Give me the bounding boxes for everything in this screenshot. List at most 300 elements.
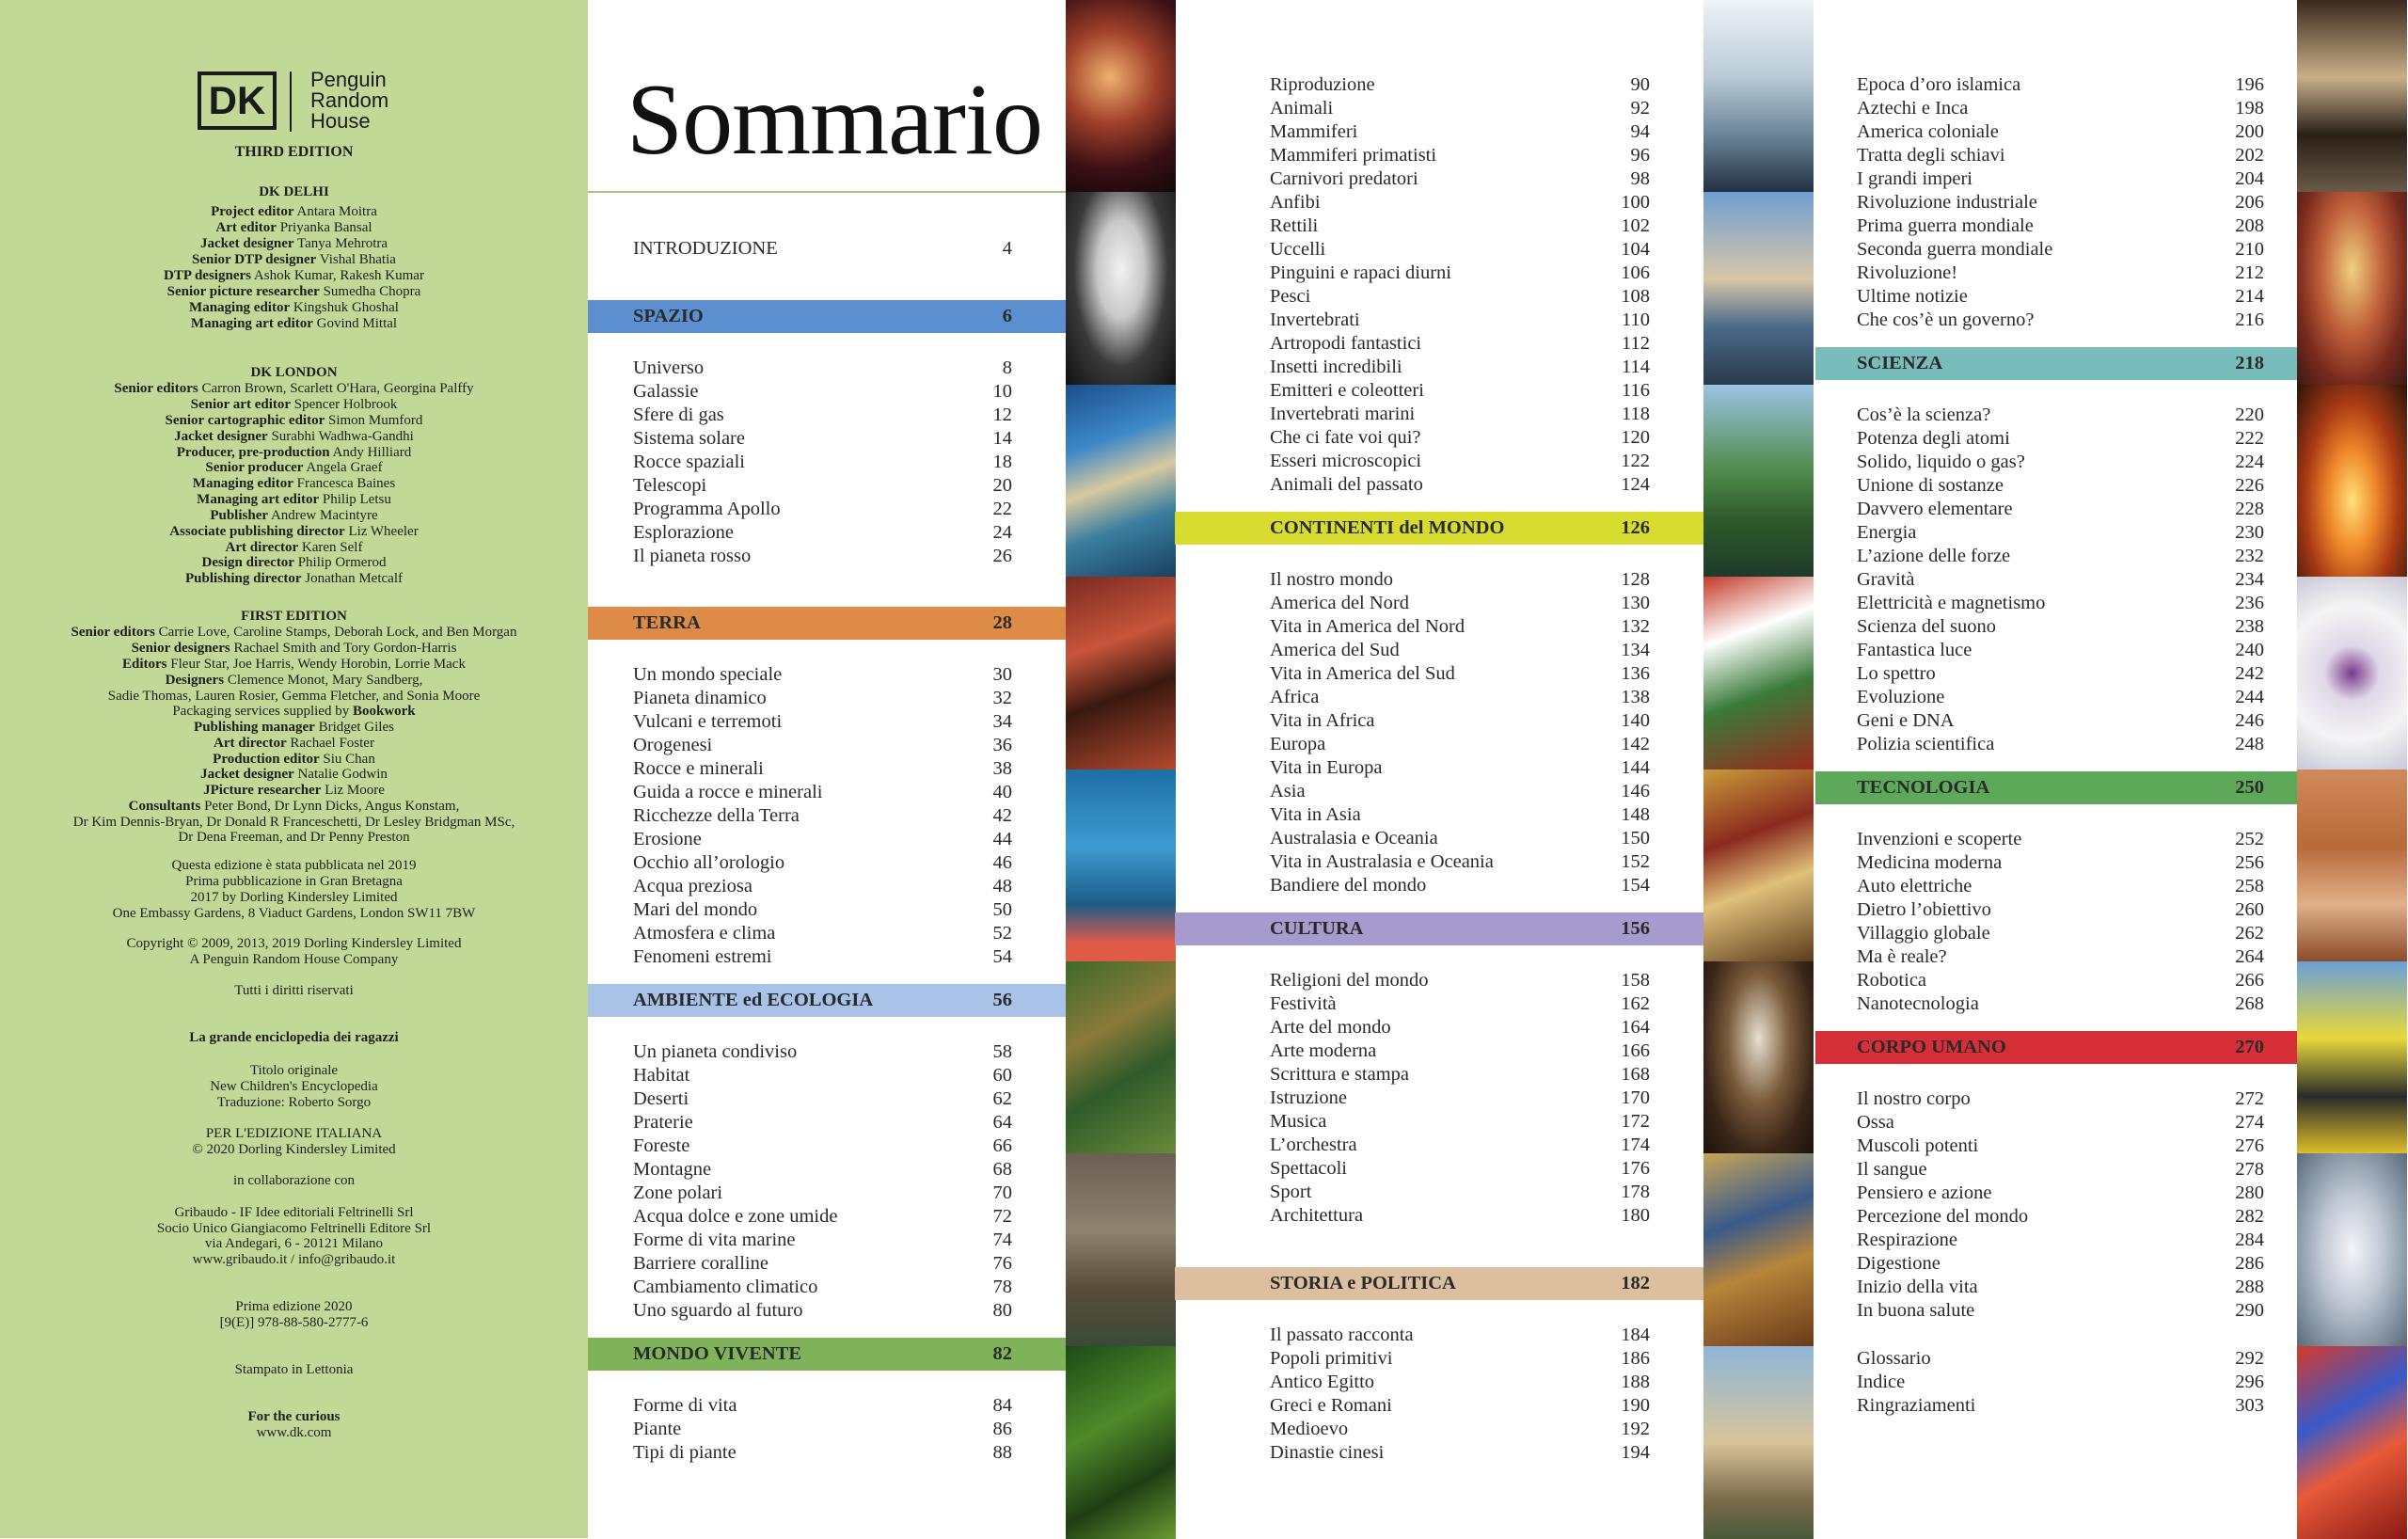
- toc-entry: [1857, 1229, 2264, 1252]
- credit-line: Socio Unico Giangiacomo Feltrinelli Editore Srl: [156, 1221, 432, 1236]
- toc-entry: [1270, 1371, 1650, 1394]
- entry-title: Invertebrati marini: [1270, 404, 1416, 424]
- penguin-random-house-logo: [310, 70, 423, 132]
- toc-entry: [1270, 874, 1650, 897]
- entry-page: 72: [992, 1206, 1012, 1227]
- toc-entry: [1857, 309, 2264, 332]
- toc-entry: [1270, 780, 1650, 803]
- toc-entry: [1270, 568, 1650, 592]
- credit-line: www.dk.com: [256, 1425, 332, 1440]
- toc-entry: [1857, 992, 2264, 1016]
- credit-line: Senior art editor Spencer Holbrook: [190, 397, 398, 412]
- entry-page: 70: [992, 1182, 1012, 1203]
- entry-title: Vita in Asia: [1270, 804, 1361, 825]
- entry-title: Fantastica luce: [1857, 640, 1972, 660]
- entry-page: 22: [992, 499, 1012, 519]
- credit-line: via Andegari, 6 - 20121 Milano: [204, 1236, 384, 1251]
- section-title: MONDO VIVENTE: [633, 1343, 802, 1364]
- toc-entry: [1270, 262, 1650, 285]
- entry-title: Potenza degli atomi: [1857, 428, 2010, 449]
- entry-title: Nanotecnologia: [1857, 993, 1979, 1014]
- entry-page: 94: [1630, 121, 1650, 142]
- section-title: CONTINENTI del MONDO: [1270, 517, 1505, 538]
- toc-entry: [1270, 426, 1650, 450]
- entry-page: 262: [2235, 923, 2264, 944]
- entry-page: 204: [2235, 168, 2264, 189]
- chateau-photo: [1703, 192, 1814, 385]
- entry-title: Animali del passato: [1270, 474, 1423, 495]
- entry-page: 212: [2235, 262, 2264, 283]
- credit-line: FIRST EDITION: [241, 609, 347, 624]
- entry-title: Rivoluzione industriale: [1857, 192, 2037, 213]
- entry-title: Rocce spaziali: [633, 452, 745, 472]
- entry-page: 172: [1621, 1111, 1650, 1132]
- toc-entry: [1857, 615, 2264, 639]
- entry-page: 116: [1622, 380, 1650, 401]
- entry-title: Riproduzione: [1270, 74, 1375, 95]
- toc-entry: [1857, 709, 2264, 733]
- credit-line: 2017 by Dorling Kindersley Limited: [190, 890, 398, 905]
- entry-page: 194: [1621, 1442, 1650, 1463]
- entry-title: Greci e Romani: [1270, 1395, 1392, 1416]
- entry-title: Seconda guerra mondiale: [1857, 239, 2053, 260]
- toc-entry: [1270, 1394, 1650, 1418]
- section-header: [1815, 771, 2297, 804]
- toc-entry: [633, 427, 1012, 451]
- entry-title: Popoli primitivi: [1270, 1348, 1393, 1369]
- toc-entry: [1857, 592, 2264, 615]
- entry-title: Deserti: [633, 1088, 689, 1109]
- toc-entry: [633, 521, 1012, 545]
- entry-page: 106: [1621, 262, 1650, 283]
- toc-entry: [1270, 450, 1650, 473]
- toc-entry: [633, 851, 1012, 875]
- entry-page: 158: [1621, 970, 1650, 991]
- toc-entry: [1270, 1110, 1650, 1134]
- entry-title: Tratta degli schiavi: [1857, 145, 2005, 166]
- entry-page: 62: [992, 1088, 1012, 1109]
- page-title: Sommario: [626, 64, 1042, 176]
- photo-strip: [1066, 0, 1176, 1538]
- toc-entry: [1270, 662, 1650, 686]
- section-title: CORPO UMANO: [1857, 1037, 2006, 1057]
- section-title: SPAZIO: [633, 306, 704, 326]
- entry-title: Forme di vita: [633, 1395, 737, 1416]
- entry-title: Elettricità e magnetismo: [1857, 593, 2046, 613]
- toc-entry: [1270, 686, 1650, 709]
- entry-page: 136: [1621, 663, 1650, 684]
- entry-page: 272: [2235, 1088, 2264, 1109]
- entry-page: 240: [2235, 640, 2264, 660]
- toc-entry: [1270, 120, 1650, 144]
- toc-entry: [1270, 1157, 1650, 1181]
- entry-page: 216: [2235, 309, 2264, 330]
- credit-line: DK LONDON: [250, 365, 338, 380]
- toc-entry: [633, 380, 1012, 404]
- toc-entry: [1270, 1181, 1650, 1204]
- credit-line: [9(E)] 978-88-580-2777-6: [219, 1315, 369, 1330]
- toc-entry: [633, 710, 1012, 734]
- entry-title: Il sangue: [1857, 1159, 1927, 1180]
- entry-title: Anfibi: [1270, 192, 1321, 213]
- toc-entry: [1857, 945, 2264, 969]
- napoleon-photo: [2297, 0, 2407, 193]
- logo-word: Penguin: [310, 68, 387, 91]
- credit-line: Designers Clemence Monot, Mary Sandberg,: [165, 673, 423, 688]
- entry-title: Foreste: [633, 1135, 690, 1156]
- entry-page: 8: [1002, 357, 1012, 378]
- toc-entry: [1270, 214, 1650, 238]
- credit-line: Sadie Thomas, Lauren Rosier, Gemma Fletcher, and Sonia Moore: [107, 689, 481, 704]
- section-page: 270: [2235, 1037, 2264, 1057]
- entry-page: 60: [992, 1065, 1012, 1086]
- entry-page: 268: [2235, 993, 2264, 1014]
- credit-line: Managing art editor Govind Mittal: [190, 316, 398, 331]
- entry-page: 64: [992, 1112, 1012, 1133]
- toc-entry: [1857, 875, 2264, 898]
- entry-page: 14: [992, 428, 1012, 449]
- toc-entry: [633, 1158, 1012, 1182]
- entry-title: Invertebrati: [1270, 309, 1360, 330]
- section-title: TECNOLOGIA: [1857, 777, 1990, 798]
- toc-entry: [1857, 639, 2264, 662]
- entry-title: Gravità: [1857, 569, 1915, 590]
- entry-page: 198: [2235, 98, 2264, 119]
- entry-page: 168: [1621, 1064, 1650, 1085]
- credit-line: For the curious: [247, 1409, 341, 1424]
- toc-entry: [1857, 144, 2264, 167]
- credit-line: in collaborazione con: [232, 1173, 356, 1188]
- entry-page: 4: [1002, 238, 1012, 259]
- entry-title: Scrittura e stampa: [1270, 1064, 1410, 1085]
- entry-title: Polizia scientifica: [1857, 734, 1995, 754]
- entry-title: Rettili: [1270, 215, 1319, 236]
- entry-page: 188: [1621, 1372, 1650, 1392]
- entry-title: Forme di vita marine: [633, 1230, 796, 1250]
- entry-page: 208: [2235, 215, 2264, 236]
- entry-page: 150: [1621, 828, 1650, 849]
- credit-line: DK DELHI: [259, 184, 329, 199]
- toc-entry: [1857, 262, 2264, 285]
- entry-title: Un pianeta condiviso: [633, 1041, 798, 1062]
- entry-page: 80: [992, 1300, 1012, 1321]
- entry-page: 274: [2235, 1112, 2264, 1133]
- toc-entry: [633, 1441, 1012, 1465]
- toc-entry: [1270, 756, 1650, 780]
- credit-line: Packaging services supplied by Bookwork: [172, 704, 416, 719]
- fern-photo: [1066, 1346, 1176, 1539]
- entry-title: Il nostro mondo: [1270, 569, 1393, 590]
- toc-entry: [1857, 969, 2264, 992]
- entry-page: 186: [1621, 1348, 1650, 1369]
- entry-page: 10: [992, 381, 1012, 402]
- red-rock-photo: [1066, 577, 1176, 770]
- coastline-photo: [1066, 385, 1176, 578]
- toc-entry: [1270, 1441, 1650, 1465]
- entry-title: Occhio all’orologio: [633, 852, 785, 873]
- toc-entry: [1270, 1134, 1650, 1157]
- entry-title: Australasia e Oceania: [1270, 828, 1438, 849]
- entry-page: 258: [2235, 876, 2264, 896]
- toc-entry: [633, 404, 1012, 427]
- entry-title: Habitat: [633, 1065, 690, 1086]
- credit-line: Stampato in Lettonia: [234, 1362, 354, 1377]
- entry-page: 238: [2235, 616, 2264, 637]
- credit-line: Senior DTP designer Vishal Bhatia: [192, 252, 396, 267]
- entry-title: Telescopi: [633, 475, 707, 496]
- blood-vessels-photo: [2297, 1346, 2407, 1539]
- title-rule: [588, 191, 1066, 193]
- entry-title: Antico Egitto: [1270, 1372, 1375, 1392]
- toc-entry: [1857, 1182, 2264, 1205]
- credit-line: Editors Fleur Star, Joe Harris, Wendy Horobin, Lorrie Mack: [122, 657, 466, 672]
- toc-entry: [1270, 285, 1650, 309]
- entry-title: Vita in America del Sud: [1270, 663, 1455, 684]
- entry-page: 296: [2235, 1372, 2264, 1392]
- entry-title: Che cos’è un governo?: [1857, 309, 2035, 330]
- entry-page: 154: [1621, 875, 1650, 896]
- entry-title: Unione di sostanze: [1857, 475, 2004, 496]
- entry-page: 102: [1621, 215, 1650, 236]
- entry-page: 180: [1621, 1205, 1650, 1226]
- entry-title: Guida a rocce e minerali: [633, 782, 823, 802]
- section-page: 218: [2235, 353, 2264, 373]
- entry-page: 110: [1622, 309, 1650, 330]
- toc-entry: [1270, 1087, 1650, 1110]
- entry-page: 210: [2235, 239, 2264, 260]
- toc-entry: [1270, 191, 1650, 214]
- section-header: [1175, 512, 1703, 545]
- entry-page: 100: [1621, 192, 1650, 213]
- toc-entry: [633, 1252, 1012, 1276]
- entry-title: Carnivori predatori: [1270, 168, 1418, 189]
- credit-line: Dr Kim Dennis-Bryan, Dr Donald R Franceschetti, Dr Lesley Bridgman MSc,: [72, 815, 515, 830]
- entry-page: 228: [2235, 499, 2264, 519]
- credit-line: Art director Karen Self: [225, 540, 363, 555]
- section-page: 6: [1002, 306, 1012, 326]
- section-header: [588, 300, 1066, 333]
- entry-page: 290: [2235, 1300, 2264, 1321]
- entry-title: Il pianeta rosso: [633, 546, 752, 566]
- entry-title: Prima guerra mondiale: [1857, 215, 2034, 236]
- credit-line: Senior designers Rachael Smith and Tory Gordon-Harris: [131, 641, 457, 656]
- toc-entry: [1270, 733, 1650, 756]
- toc-entry: [1857, 285, 2264, 309]
- toc-entry: [633, 498, 1012, 521]
- entry-page: 138: [1621, 687, 1650, 707]
- entry-page: 220: [2235, 405, 2264, 425]
- entry-page: 202: [2235, 145, 2264, 166]
- toc-entry: [1857, 167, 2264, 191]
- entry-title: Universo: [633, 357, 705, 378]
- entry-title: Ringraziamenti: [1857, 1395, 1976, 1416]
- atom-photo: [2297, 577, 2407, 770]
- toc-entry: [633, 922, 1012, 945]
- toc-entry: [633, 663, 1012, 687]
- painted-face-photo: [1703, 961, 1814, 1154]
- entry-title: Erosione: [633, 829, 702, 849]
- toc-entry: [1270, 1204, 1650, 1228]
- entry-title: Medicina moderna: [1857, 852, 2003, 873]
- entry-title: Il passato racconta: [1270, 1325, 1414, 1345]
- entry-page: 248: [2235, 734, 2264, 754]
- toc-entry: [1857, 191, 2264, 214]
- credit-line: Consultants Peter Bond, Dr Lynn Dicks, Angus Konstam,: [128, 799, 460, 814]
- entry-title: Piante: [633, 1419, 682, 1439]
- entry-page: 12: [992, 405, 1012, 425]
- toc-entry: [633, 237, 1012, 261]
- entry-title: Rocce e minerali: [633, 758, 764, 779]
- entry-page: 174: [1621, 1134, 1650, 1155]
- entry-page: 124: [1621, 474, 1650, 495]
- toc-entry: [1270, 709, 1650, 733]
- toc-entry: [1857, 1087, 2264, 1111]
- toc-entry: [633, 1134, 1012, 1158]
- entry-page: 266: [2235, 970, 2264, 991]
- credit-line: Managing editor Francesca Baines: [192, 476, 396, 491]
- entry-page: 286: [2235, 1253, 2264, 1274]
- entry-title: Geni e DNA: [1857, 710, 1955, 731]
- toc-entry: [1270, 403, 1650, 426]
- toc-entry: [633, 781, 1012, 804]
- entry-title: Digestione: [1857, 1253, 1941, 1274]
- toc-entry: [633, 1182, 1012, 1205]
- section-page: 82: [992, 1343, 1012, 1364]
- toc-entry: [633, 1040, 1012, 1064]
- entry-title: Muscoli potenti: [1857, 1135, 1979, 1156]
- toc-entry: [1857, 404, 2264, 427]
- entry-page: 200: [2235, 121, 2264, 142]
- entry-title: Acqua preziosa: [633, 876, 752, 896]
- entry-page: 206: [2235, 192, 2264, 213]
- toc-entry: [1270, 827, 1650, 850]
- toc-entry: [1270, 332, 1650, 356]
- entry-title: Sport: [1270, 1182, 1312, 1202]
- toc-entry: [1270, 1039, 1650, 1063]
- river-delta-photo: [1066, 961, 1176, 1154]
- toc-entry: [1857, 545, 2264, 568]
- entry-title: Vita in America del Nord: [1270, 616, 1465, 637]
- entry-title: Africa: [1270, 687, 1320, 707]
- credit-line: Producer, pre-production Andy Hilliard: [176, 445, 412, 460]
- toc-entry: [1270, 97, 1650, 120]
- entry-title: America del Sud: [1270, 640, 1400, 660]
- photo-strip: [2297, 0, 2407, 1538]
- toc-entry: [633, 1205, 1012, 1229]
- entry-page: 190: [1621, 1395, 1650, 1416]
- penguins-photo: [1703, 0, 1814, 193]
- entry-title: Arte del mondo: [1270, 1017, 1391, 1038]
- entry-title: Aztechi e Inca: [1857, 98, 1969, 119]
- credit-line: Publisher Andrew Macintyre: [210, 508, 378, 523]
- toc-entry: [1857, 1371, 2264, 1394]
- credit-line: Senior producer Angela Graef: [205, 460, 383, 475]
- credit-line: One Embassy Gardens, 8 Viaduct Gardens, London SW11 7BW: [112, 906, 476, 921]
- credit-line: Copyright © 2009, 2013, 2019 Dorling Kindersley Limited: [126, 936, 462, 951]
- entry-page: 230: [2235, 522, 2264, 543]
- entry-title: Uno sguardo al futuro: [633, 1300, 803, 1321]
- entry-title: Lo spettro: [1857, 663, 1936, 684]
- entry-page: 104: [1621, 239, 1650, 260]
- credit-line: Gribaudo - IF Idee editoriali Feltrinelli Srl: [174, 1205, 414, 1220]
- entry-title: Auto elettriche: [1857, 876, 1972, 896]
- entry-title: Fenomeni estremi: [633, 946, 772, 967]
- entry-title: I grandi imperi: [1857, 168, 1972, 189]
- section-title: CULTURA: [1270, 918, 1364, 939]
- credit-line: Titolo originale: [249, 1063, 339, 1078]
- entry-page: 303: [2235, 1395, 2264, 1416]
- toc-entry: [633, 451, 1012, 474]
- entry-title: Mammiferi primatisti: [1270, 145, 1437, 166]
- entry-page: 92: [1630, 98, 1650, 119]
- section-header: [1175, 1267, 1703, 1300]
- entry-title: Uccelli: [1270, 239, 1326, 260]
- entry-title: Spettacoli: [1270, 1158, 1347, 1179]
- entry-title: Orogenesi: [633, 735, 713, 755]
- entry-page: 276: [2235, 1135, 2264, 1156]
- entry-title: INTRODUZIONE: [633, 238, 778, 259]
- toc-entry: [1857, 214, 2264, 238]
- toc-entry: [1857, 1394, 2264, 1418]
- toc-entry: [1857, 1299, 2264, 1323]
- toc-entry: [1857, 521, 2264, 545]
- entry-title: Pesci: [1270, 286, 1311, 307]
- entry-title: America coloniale: [1857, 121, 1999, 142]
- entry-page: 178: [1621, 1182, 1650, 1202]
- credit-line: Prima edizione 2020: [235, 1299, 353, 1314]
- entry-page: 96: [1630, 145, 1650, 166]
- entry-page: 74: [992, 1230, 1012, 1250]
- section-header: [588, 1338, 1066, 1371]
- toc-entry: [1270, 73, 1650, 97]
- entry-page: 122: [1621, 451, 1650, 471]
- credits-panel: [0, 0, 588, 1538]
- entry-title: Sfere di gas: [633, 405, 724, 425]
- credit-line: Jacket designer Natalie Godwin: [200, 767, 388, 782]
- entry-title: Istruzione: [1270, 1087, 1347, 1108]
- toc-entry: [633, 687, 1012, 710]
- credit-line: Managing editor Kingshuk Ghoshal: [189, 300, 399, 315]
- entry-page: 38: [992, 758, 1012, 779]
- toc-entry: [633, 828, 1012, 851]
- entry-title: Dietro l’obiettivo: [1857, 899, 1991, 920]
- entry-page: 52: [992, 923, 1012, 944]
- toc-entry: [633, 1064, 1012, 1087]
- toc-entry: [1270, 592, 1650, 615]
- toc-entry: [1857, 828, 2264, 851]
- toc-entry: [1857, 1111, 2264, 1134]
- entry-page: 288: [2235, 1277, 2264, 1297]
- entry-title: L’azione delle forze: [1857, 546, 2011, 566]
- football-photo: [1703, 577, 1814, 770]
- entry-title: Insetti incredibili: [1270, 357, 1402, 377]
- entry-title: Festività: [1270, 993, 1337, 1014]
- toc-entry: [1857, 568, 2264, 592]
- entry-title: Che ci fate voi qui?: [1270, 427, 1421, 448]
- entry-title: Tipi di piante: [633, 1442, 737, 1463]
- toc-entry: [1857, 1158, 2264, 1182]
- entry-page: 292: [2235, 1348, 2264, 1369]
- entry-page: 18: [992, 452, 1012, 472]
- entry-page: 76: [992, 1253, 1012, 1274]
- entry-page: 46: [992, 852, 1012, 873]
- photo-strip: [1703, 0, 1814, 1538]
- entry-title: Europa: [1270, 734, 1326, 754]
- entry-title: Invenzioni e scoperte: [1857, 829, 2022, 849]
- entry-page: 282: [2235, 1206, 2264, 1227]
- entry-title: Robotica: [1857, 970, 1927, 991]
- logo-word: Random: [310, 88, 389, 112]
